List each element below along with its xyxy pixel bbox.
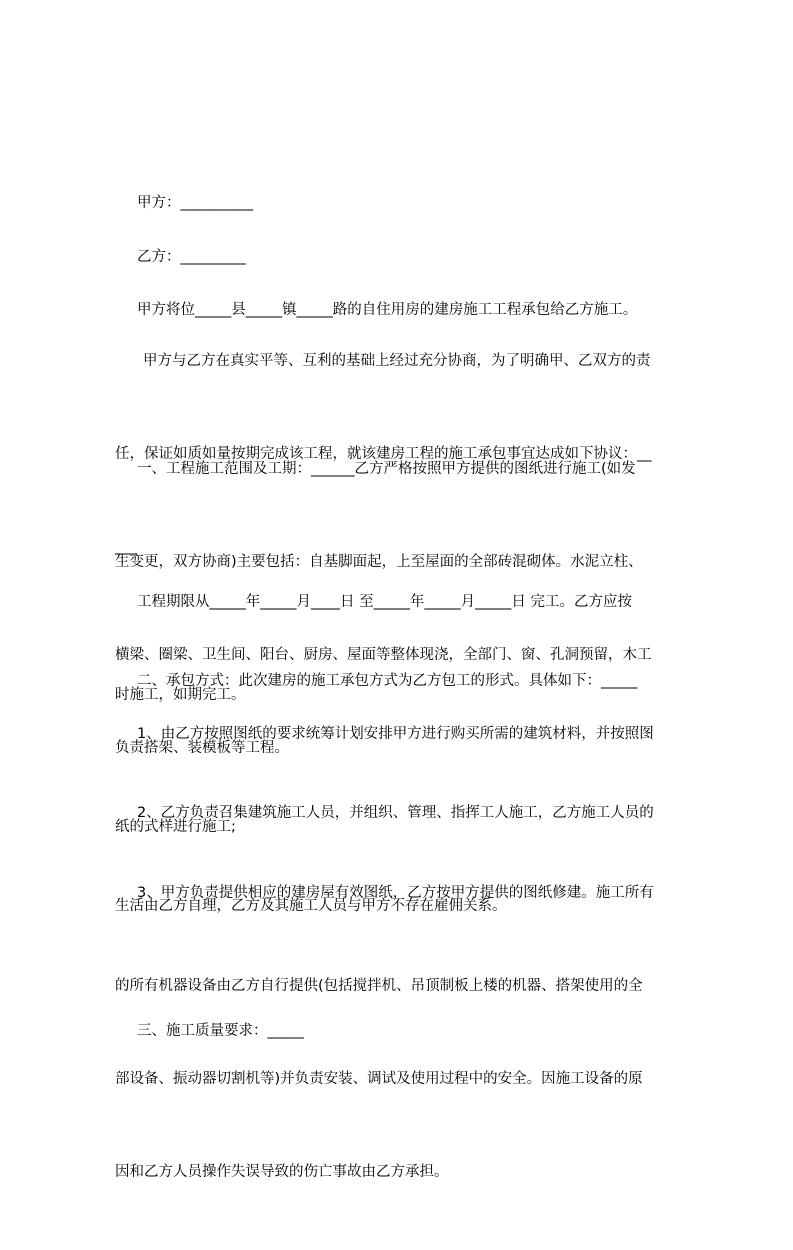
item2-line-2: 生活由乙方自理，乙方及其施工人员与甲方不存在雇佣关系。: [115, 898, 507, 914]
item1-line-2: 纸的式样进行施工;: [115, 819, 236, 835]
item1-line-1: 1、由乙方按照图纸的要求统筹计划安排甲方进行购买所需的建筑材料，并按照图: [137, 726, 654, 742]
section3-text: 三、施工质量要求：_____: [137, 1023, 304, 1039]
item3-line-3: 部设备、振动器切割机等)并负责安装、调试及使用过程中的安全。因施工设备的原: [115, 1071, 643, 1087]
item3-line-1: 3、甲方负责提供相应的建房屋有效图纸，乙方按甲方提供的图纸修建。施工所有: [137, 885, 654, 901]
schedule-line-2: 时施工，如期完工。: [115, 687, 246, 703]
section2-text: 二、承包方式：此次建房的施工承包方式为乙方包工的形式。具体如下：_____: [137, 673, 638, 689]
section3-heading: [137, 954, 737, 1109]
section1-line-1: 一、工程施工范围及工期：______乙方严格按照甲方提供的图纸进行施工(如发: [137, 461, 636, 477]
preamble-line-1: 甲方与乙方在真实平等、互利的基础上经过充分协商，为了明确甲、乙双方的责: [143, 353, 651, 369]
preamble-line-2: 任，保证如质如量按期完成该工程，就该建房工程的施工承包事宜达成如下协议：__: [115, 446, 652, 462]
party-a-text: 甲方：__________: [137, 195, 253, 211]
item2-line-1: 2、乙方负责召集建筑施工人员，并组织、管理、指挥工人施工，乙方施工人员的: [137, 805, 654, 821]
schedule-line-1: 工程期限从_____年_____月____日 至_____年_____月_____日 完工。乙方应按: [137, 594, 632, 610]
item3-line-2: 的所有机器设备由乙方自行提供(包括搅拌机、吊顶制板上楼的机器、搭架使用的全: [115, 978, 643, 994]
party-b-text: 乙方：_________: [137, 249, 246, 265]
section1-line-4: 负责搭架、装模板等工程。: [115, 740, 289, 756]
section1-line-3: 横梁、圈梁、卫生间、阳台、厨房、屋面等整体现浇，全部门、窗、孔洞预留，木工: [115, 647, 652, 663]
preamble-line-3: ___: [115, 539, 137, 555]
section1-line-2: 生变更，双方协商)主要包括：自基脚面起，上至屋面的全部砖混砌体。水泥立柱、: [115, 554, 643, 570]
item3-line-4: 因和乙方人员操作失误导致的伤亡事故由乙方承担。: [115, 1164, 449, 1180]
intro-text: 甲方将位_____县_____镇_____路的自住用房的建房施工工程承包给乙方施工。: [137, 302, 638, 318]
